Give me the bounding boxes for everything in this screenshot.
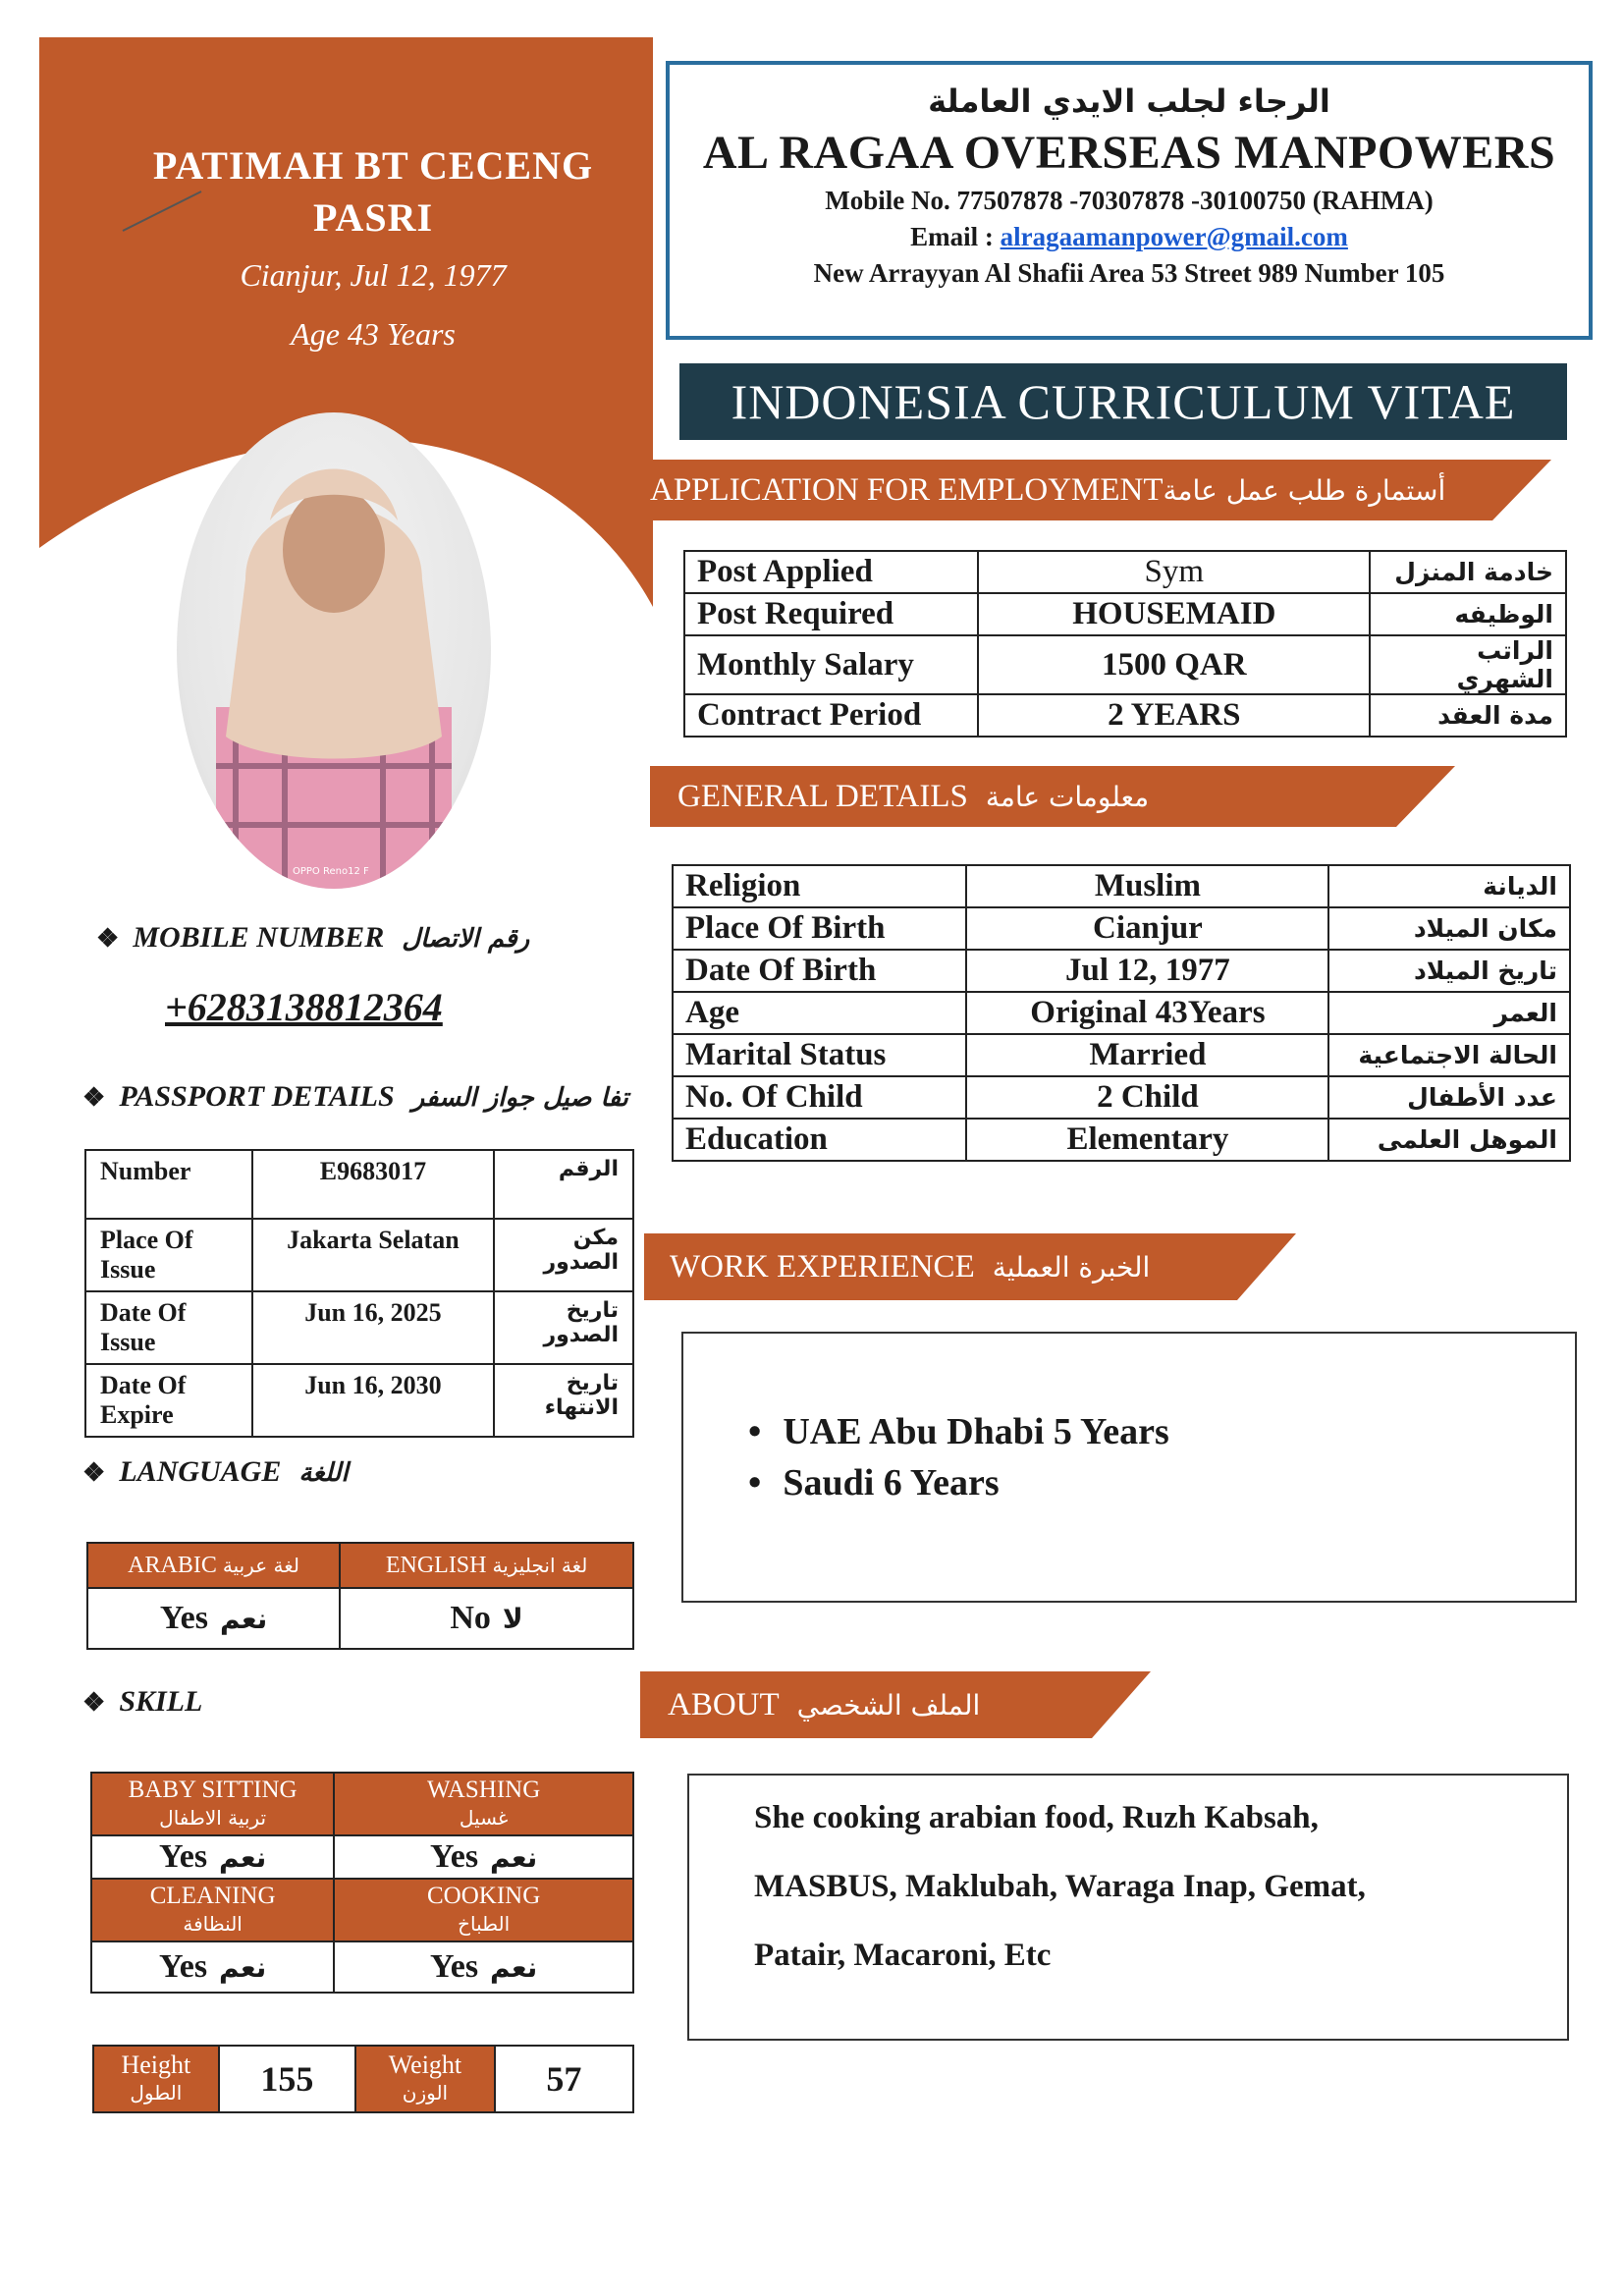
about-banner-label: ABOUT — [668, 1687, 780, 1722]
row-label-ar: الديانة — [1328, 865, 1570, 907]
skill-value: Yes — [158, 1948, 208, 1985]
table-row — [85, 1364, 633, 1437]
skill-value-ar: نعم — [490, 1841, 538, 1874]
mobile-number[interactable]: +6283138812364 — [165, 985, 443, 1029]
skill-value-ar: نعم — [219, 1841, 267, 1874]
skill-label: COOKING — [426, 1883, 541, 1909]
row-label-ar: مدة العقد — [1370, 694, 1566, 737]
person-figure-icon — [177, 412, 491, 889]
about-line: She cooking arabian food, Ruzh Kabsah, — [754, 1800, 1319, 1835]
row-value: Muslim — [966, 865, 1328, 907]
passport-heading-label: PASSPORT DETAILS — [119, 1080, 395, 1113]
row-value: Jun 16, 2025 — [252, 1291, 495, 1364]
weight-label: Weight — [388, 2050, 462, 2079]
arabic-value-cell — [87, 1588, 340, 1649]
application-banner-label-ar: أستمارة طلب عمل عامة — [1163, 474, 1446, 507]
candidate-age-info: Age 43 Years — [291, 316, 456, 352]
row-label-ar: مكن الصدور — [494, 1219, 633, 1291]
skill-heading — [82, 1685, 202, 1719]
height-label: Height — [121, 2050, 191, 2079]
row-label-ar: الحالة الاجتماعية — [1328, 1034, 1570, 1076]
english-label: ENGLISH — [385, 1552, 487, 1578]
experience-box — [681, 1332, 1577, 1603]
arabic-label-ar: لغة عربية — [222, 1553, 299, 1577]
row-label: Monthly Salary — [684, 635, 978, 694]
about-line: MASBUS, Maklubah, Waraga Inap, Gemat, — [754, 1869, 1366, 1904]
row-label-ar: مكان الميلاد — [1328, 907, 1570, 950]
row-label-ar: الموهل العلمى — [1328, 1119, 1570, 1161]
language-heading-label-ar: اللغة — [298, 1458, 349, 1488]
skill-value-cell — [334, 1941, 633, 1993]
passport-heading — [82, 1080, 628, 1114]
table-row — [673, 1119, 1570, 1161]
row-label-ar: العمر — [1328, 992, 1570, 1034]
passport-table — [84, 1149, 634, 1438]
row-label: Marital Status — [673, 1034, 966, 1076]
arabic-value-ar: نعم — [219, 1603, 268, 1635]
skill-value-ar: نعم — [490, 1951, 538, 1984]
skill-value-cell — [334, 1835, 633, 1879]
height-label-ar: الطول — [130, 2081, 183, 2105]
row-label-ar: تاريخ الصدور — [494, 1291, 633, 1364]
experience-item: • UAE Abu Dhabi 5 Years — [748, 1410, 1575, 1453]
row-value: E9683017 — [252, 1150, 495, 1219]
table-row — [85, 1219, 633, 1291]
language-table — [86, 1542, 634, 1650]
arabic-header-cell — [87, 1543, 340, 1588]
row-label: Post Required — [684, 593, 978, 635]
skill-label-ar: النظافة — [183, 1912, 243, 1936]
row-label: Post Applied — [684, 551, 978, 593]
company-info-box — [666, 61, 1593, 340]
row-label: Education — [673, 1119, 966, 1161]
skill-label: CLEANING — [149, 1883, 276, 1909]
row-value: 2 Child — [966, 1076, 1328, 1119]
skill-value: Yes — [429, 1838, 479, 1875]
passport-heading-label-ar: تفا صيل جواز السفر — [411, 1083, 628, 1113]
row-label: Place Of Issue — [85, 1219, 252, 1291]
skill-value-ar: نعم — [219, 1951, 267, 1984]
skill-label: BABY SITTING — [128, 1777, 298, 1803]
row-label: Place Of Birth — [673, 907, 966, 950]
row-label: Number — [85, 1150, 252, 1219]
candidate-birth-info: Cianjur, Jul 12, 1977 — [240, 257, 507, 293]
row-label: Date Of Issue — [85, 1291, 252, 1364]
experience-banner-label: WORK EXPERIENCE — [670, 1249, 975, 1285]
skill-header-cell — [91, 1879, 334, 1941]
table-row — [673, 992, 1570, 1034]
english-value: No — [450, 1600, 491, 1636]
row-label: Contract Period — [684, 694, 978, 737]
table-row — [673, 950, 1570, 992]
company-address: New Arrayyan Al Shafii Area 53 Street 989 Number 105 — [813, 258, 1445, 288]
skill-value: Yes — [158, 1838, 208, 1875]
table-row — [85, 1291, 633, 1364]
about-line: Patair, Macaroni, Etc — [754, 1938, 1052, 1973]
mobile-heading-label-ar: رقم الاتصال — [402, 924, 530, 954]
application-banner — [638, 460, 1445, 520]
skill-value: Yes — [429, 1948, 479, 1985]
diamond-bullet-icon: ❖ — [82, 1688, 106, 1717]
company-mobile: Mobile No. 77507878 -70307878 -30100750 (RAHMA) — [825, 186, 1434, 215]
photo-caption: OPPO Reno12 F — [293, 866, 369, 877]
row-label: Age — [673, 992, 966, 1034]
experience-banner-label-ar: الخبرة العملية — [992, 1251, 1151, 1284]
skill-label: WASHING — [426, 1777, 541, 1803]
row-value: Sym — [978, 551, 1370, 593]
cv-title-bar: INDONESIA CURRICULUM VITAE — [679, 363, 1567, 440]
row-label: Date Of Expire — [85, 1364, 252, 1437]
row-value: 2 YEARS — [978, 694, 1370, 737]
row-label: Date Of Birth — [673, 950, 966, 992]
english-value-cell — [340, 1588, 633, 1649]
general-table — [672, 864, 1571, 1162]
skill-heading-label: SKILL — [119, 1685, 203, 1718]
table-row — [673, 907, 1570, 950]
about-banner — [640, 1674, 980, 1735]
general-banner-label: GENERAL DETAILS — [677, 779, 968, 814]
skill-value-cell — [91, 1835, 334, 1879]
mobile-heading — [96, 921, 529, 955]
experience-banner — [644, 1236, 1150, 1297]
application-banner-label: APPLICATION FOR EMPLOYMENT — [650, 472, 1164, 508]
english-header-cell — [340, 1543, 633, 1588]
skill-label-ar: غسيل — [459, 1806, 509, 1830]
table-row — [673, 1076, 1570, 1119]
row-label-ar: خادمة المنزل — [1370, 551, 1566, 593]
row-value: Original 43Years — [966, 992, 1328, 1034]
experience-item: • Saudi 6 Years — [748, 1461, 1575, 1504]
diamond-bullet-icon: ❖ — [82, 1458, 106, 1487]
row-value: 1500 QAR — [978, 635, 1370, 694]
row-label: No. Of Child — [673, 1076, 966, 1119]
row-value: Elementary — [966, 1119, 1328, 1161]
height-value: 155 — [219, 2046, 355, 2112]
skill-header-cell — [334, 1879, 633, 1941]
application-table — [683, 550, 1567, 738]
candidate-name-line1: PATIMAH BT CECENG — [152, 143, 594, 188]
language-heading — [82, 1455, 349, 1489]
candidate-name-line2: PASRI — [312, 195, 434, 240]
row-label: Religion — [673, 865, 966, 907]
skill-label-ar: تربية الاطفال — [159, 1806, 267, 1830]
height-label-cell — [93, 2046, 219, 2112]
row-value: Married — [966, 1034, 1328, 1076]
table-row — [684, 694, 1566, 737]
row-value: Jul 12, 1977 — [966, 950, 1328, 992]
row-label-ar: تاريخ الميلاد — [1328, 950, 1570, 992]
diamond-bullet-icon: ❖ — [96, 924, 120, 953]
row-label-ar: الراتب الشهري — [1370, 635, 1566, 694]
general-banner-label-ar: معلومات عامة — [985, 781, 1150, 813]
mobile-heading-label: MOBILE NUMBER — [133, 921, 385, 954]
candidate-photo — [177, 412, 491, 889]
row-label-ar: الرقم — [494, 1150, 633, 1219]
skill-header-cell — [334, 1773, 633, 1835]
english-label-ar: لغة انجليزية — [492, 1553, 588, 1577]
email-label: Email : — [910, 222, 994, 251]
arabic-label: ARABIC — [128, 1552, 217, 1578]
row-value: HOUSEMAID — [978, 593, 1370, 635]
table-row — [684, 551, 1566, 593]
company-name-english: AL RAGAA OVERSEAS MANPOWERS — [702, 127, 1556, 179]
company-name-arabic: الرجاء لجلب الايدي العاملة — [928, 82, 1330, 120]
weight-value: 57 — [495, 2046, 633, 2112]
row-value: Jakarta Selatan — [252, 1219, 495, 1291]
diamond-bullet-icon: ❖ — [82, 1083, 106, 1112]
skill-table — [90, 1772, 634, 1994]
skill-label-ar: الطباخ — [458, 1912, 511, 1936]
email-link[interactable]: alragaamanpower@gmail.com — [1000, 222, 1348, 251]
table-row — [673, 1034, 1570, 1076]
general-banner — [650, 766, 1149, 827]
table-row — [684, 593, 1566, 635]
row-label-ar: عدد الأطفال — [1328, 1076, 1570, 1119]
row-label-ar: الوظيفه — [1370, 593, 1566, 635]
skill-header-cell — [91, 1773, 334, 1835]
table-row — [684, 635, 1566, 694]
weight-label-cell — [355, 2046, 495, 2112]
arabic-value: Yes — [159, 1600, 208, 1636]
row-label-ar: تاريخ الانتهاء — [494, 1364, 633, 1437]
body-measurements-table — [92, 2045, 634, 2113]
language-heading-label: LANGUAGE — [119, 1455, 282, 1488]
weight-label-ar: الوزن — [402, 2081, 449, 2105]
table-row — [85, 1150, 633, 1219]
row-value: Cianjur — [966, 907, 1328, 950]
about-banner-label-ar: الملف الشخصي — [796, 1689, 981, 1722]
company-email-line — [670, 222, 1589, 252]
skill-value-cell — [91, 1941, 334, 1993]
about-box — [687, 1774, 1569, 2041]
row-value: Jun 16, 2030 — [252, 1364, 495, 1437]
table-row — [673, 865, 1570, 907]
english-value-ar: لا — [502, 1603, 523, 1635]
